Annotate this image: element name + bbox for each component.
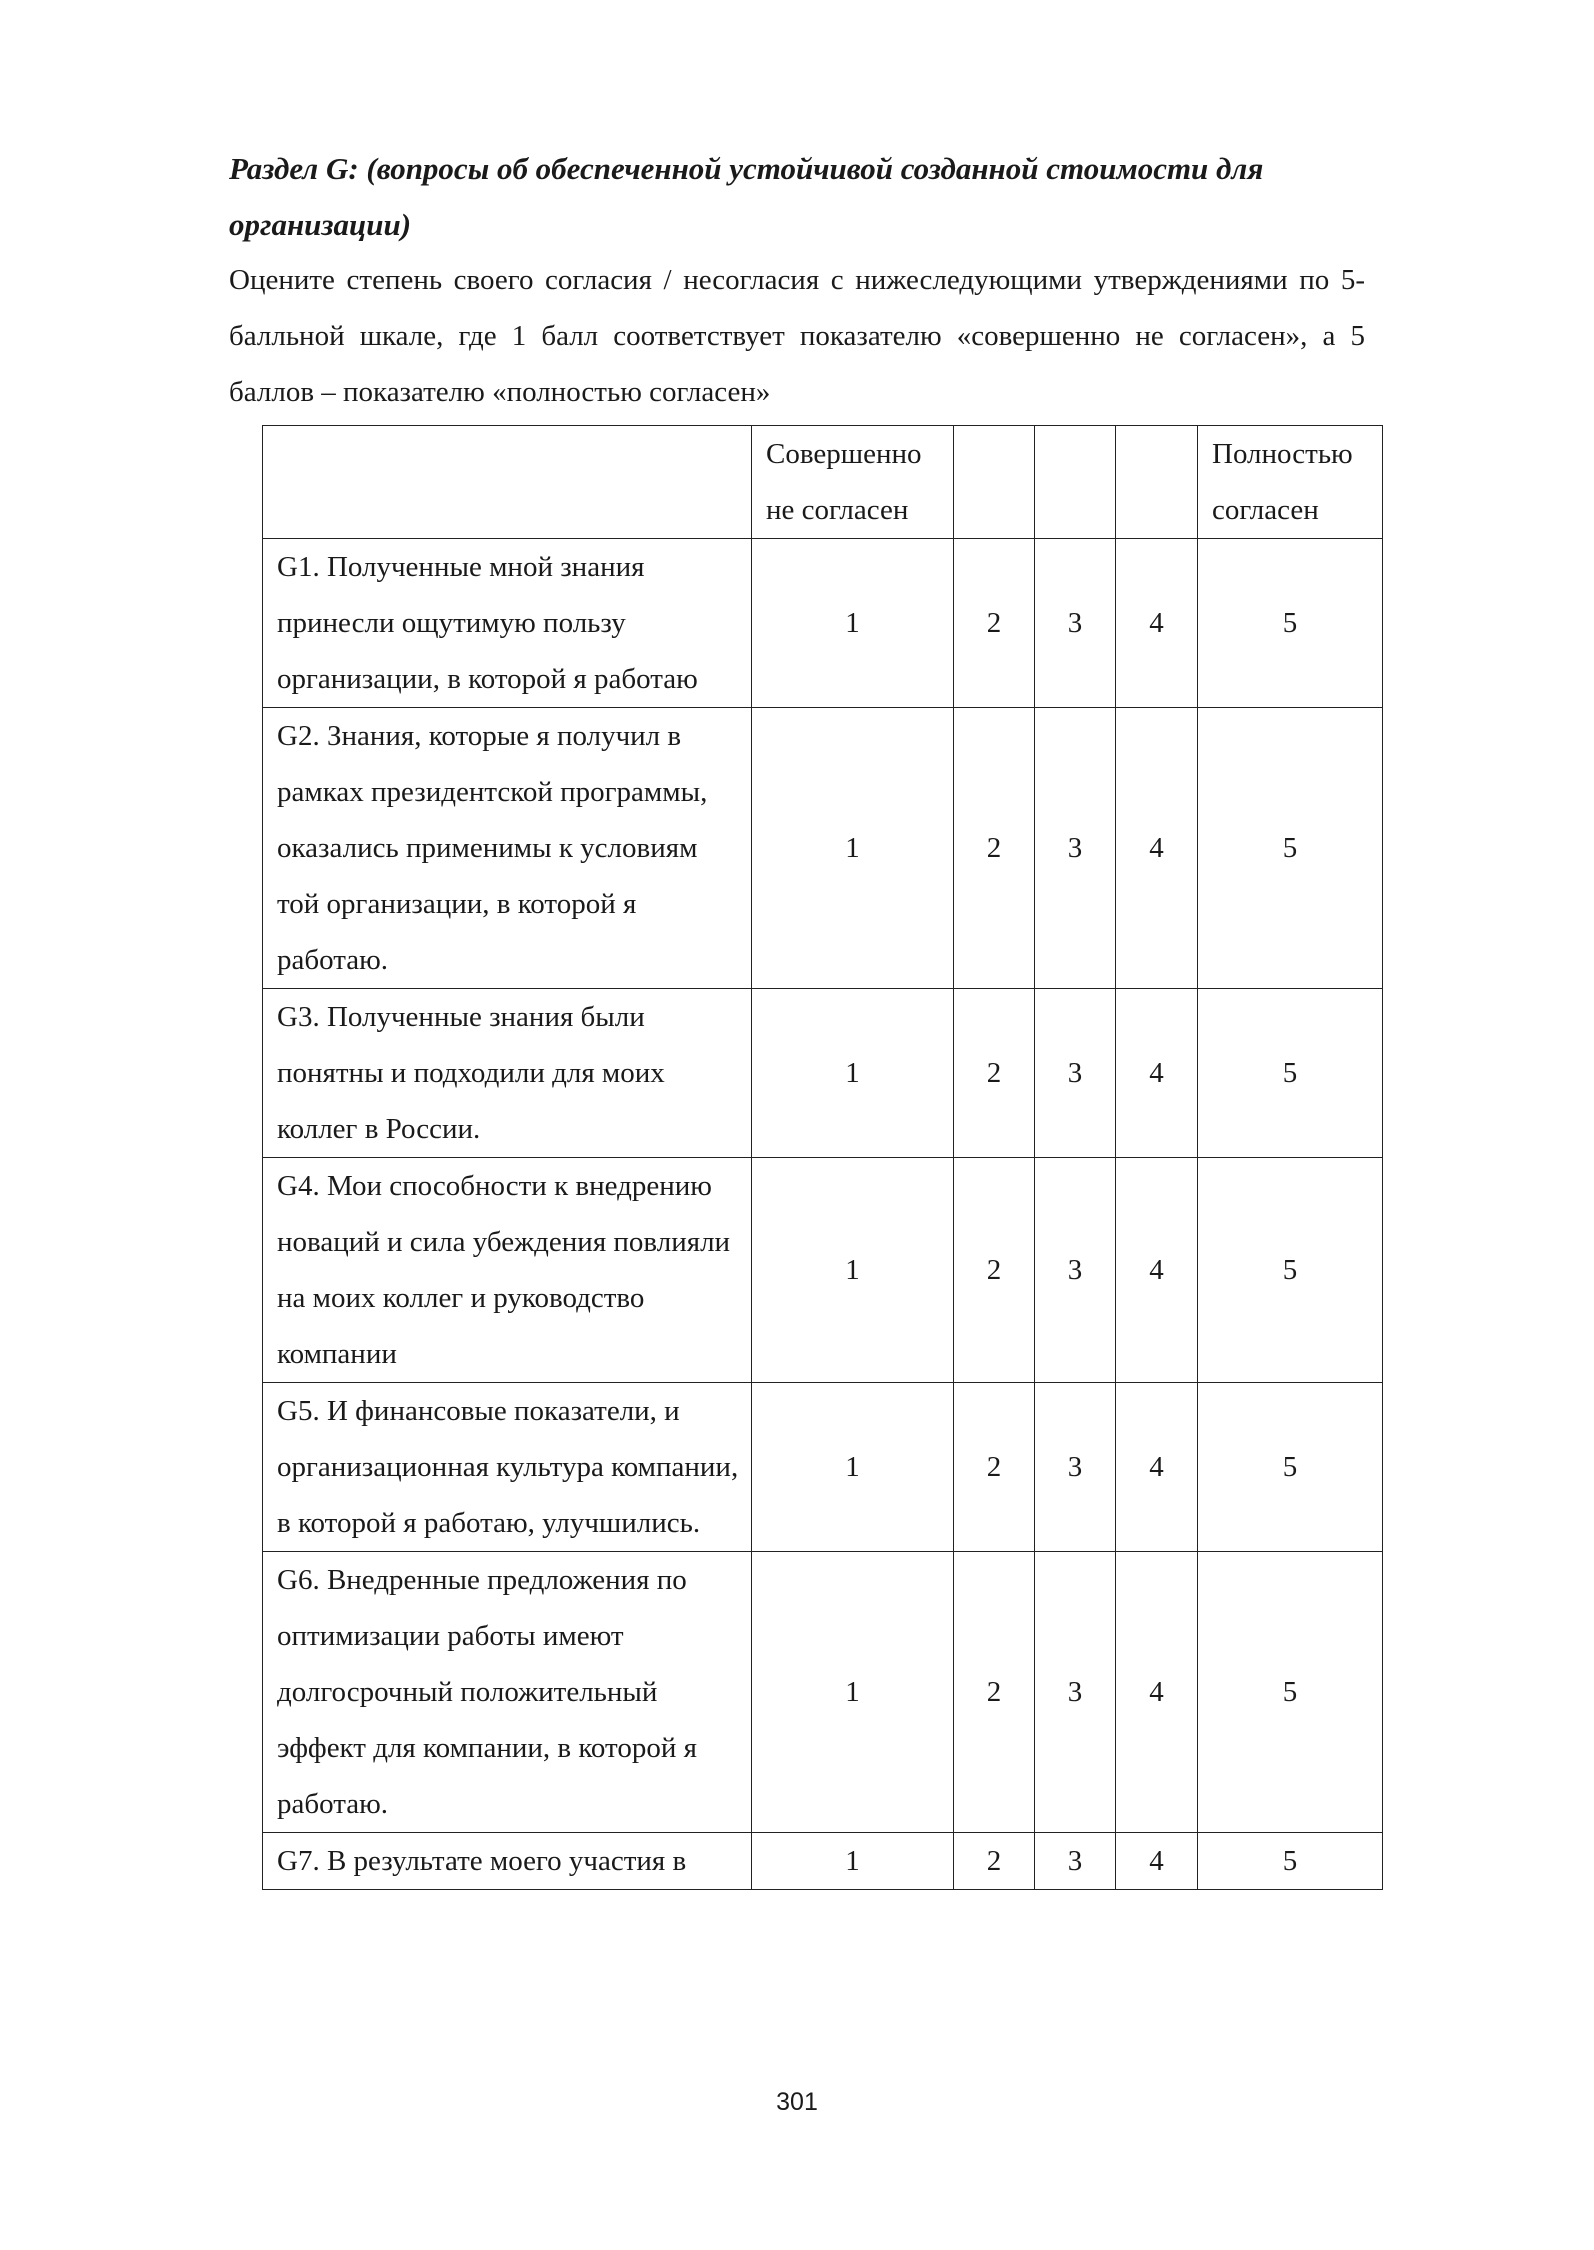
instruction-text: Оцените степень своего согласия / несогласия с нижеследующими утверждениями по 5-балльной шкале, где 1 балл соответствует показателю «совершенно не согласен», а 5 баллов – показателю «полностью согласен» (229, 264, 1365, 408)
table-header-row (263, 426, 1383, 539)
table-row (263, 1158, 1383, 1383)
question-g3: G3. Полученные знания были понятны и подходили для моих коллег в России. (263, 989, 752, 1158)
question-g4: G4. Мои способности к внедрению новаций и сила убеждения повлияли на моих коллег и руководство компании (263, 1158, 752, 1383)
table-row (263, 989, 1383, 1158)
question-g2: G2. Знания, которые я получил в рамках президентской программы, оказались применимы к условиям той организации, в которой я работаю. (263, 708, 752, 989)
score-2: 2 (954, 1552, 1035, 1833)
score-4: 4 (1116, 1552, 1198, 1833)
score-3: 3 (1035, 1158, 1116, 1383)
score-5: 5 (1198, 1552, 1383, 1833)
score-4: 4 (1116, 1158, 1198, 1383)
question-g5: G5. И финансовые показатели, и организационная культура компании, в которой я работаю, улучшились. (263, 1383, 752, 1552)
header-question-cell (263, 426, 752, 539)
score-5: 5 (1198, 1833, 1383, 1890)
score-3: 3 (1035, 539, 1116, 708)
score-5: 5 (1198, 1158, 1383, 1383)
page-number: 301 (776, 2088, 818, 2116)
header-score-4 (1116, 426, 1198, 539)
score-4: 4 (1116, 989, 1198, 1158)
header-strongly-disagree: Совершенно не согласен (752, 426, 954, 539)
header-strongly-agree: Полностью согласен (1198, 426, 1383, 539)
score-3: 3 (1035, 708, 1116, 989)
score-3: 3 (1035, 989, 1116, 1158)
header-score-3 (1035, 426, 1116, 539)
table-row (263, 1383, 1383, 1552)
table-row (263, 708, 1383, 989)
survey-table (262, 425, 1383, 1890)
table-row (263, 1833, 1383, 1890)
score-2: 2 (954, 1383, 1035, 1552)
score-3: 3 (1035, 1552, 1116, 1833)
score-5: 5 (1198, 989, 1383, 1158)
question-g7: G7. В результате моего участия в (263, 1833, 752, 1890)
score-1: 1 (752, 708, 954, 989)
score-2: 2 (954, 989, 1035, 1158)
score-5: 5 (1198, 539, 1383, 708)
score-2: 2 (954, 539, 1035, 708)
section-title: Раздел G: (вопросы об обеспеченной устойчивой созданной стоимости для организации) (229, 151, 1264, 242)
score-1: 1 (752, 1552, 954, 1833)
score-4: 4 (1116, 1383, 1198, 1552)
score-2: 2 (954, 708, 1035, 989)
score-1: 1 (752, 1833, 954, 1890)
score-1: 1 (752, 539, 954, 708)
score-4: 4 (1116, 708, 1198, 989)
header-score-2 (954, 426, 1035, 539)
score-1: 1 (752, 989, 954, 1158)
score-2: 2 (954, 1833, 1035, 1890)
score-1: 1 (752, 1383, 954, 1552)
table-row (263, 539, 1383, 708)
score-3: 3 (1035, 1383, 1116, 1552)
score-4: 4 (1116, 539, 1198, 708)
score-1: 1 (752, 1158, 954, 1383)
score-5: 5 (1198, 1383, 1383, 1552)
score-3: 3 (1035, 1833, 1116, 1890)
score-5: 5 (1198, 708, 1383, 989)
score-4: 4 (1116, 1833, 1198, 1890)
table-row (263, 1552, 1383, 1833)
question-g1: G1. Полученные мной знания принесли ощутимую пользу организации, в которой я работаю (263, 539, 752, 708)
score-2: 2 (954, 1158, 1035, 1383)
question-g6: G6. Внедренные предложения по оптимизации работы имеют долгосрочный положительный эффект для компании, в которой я работаю. (263, 1552, 752, 1833)
